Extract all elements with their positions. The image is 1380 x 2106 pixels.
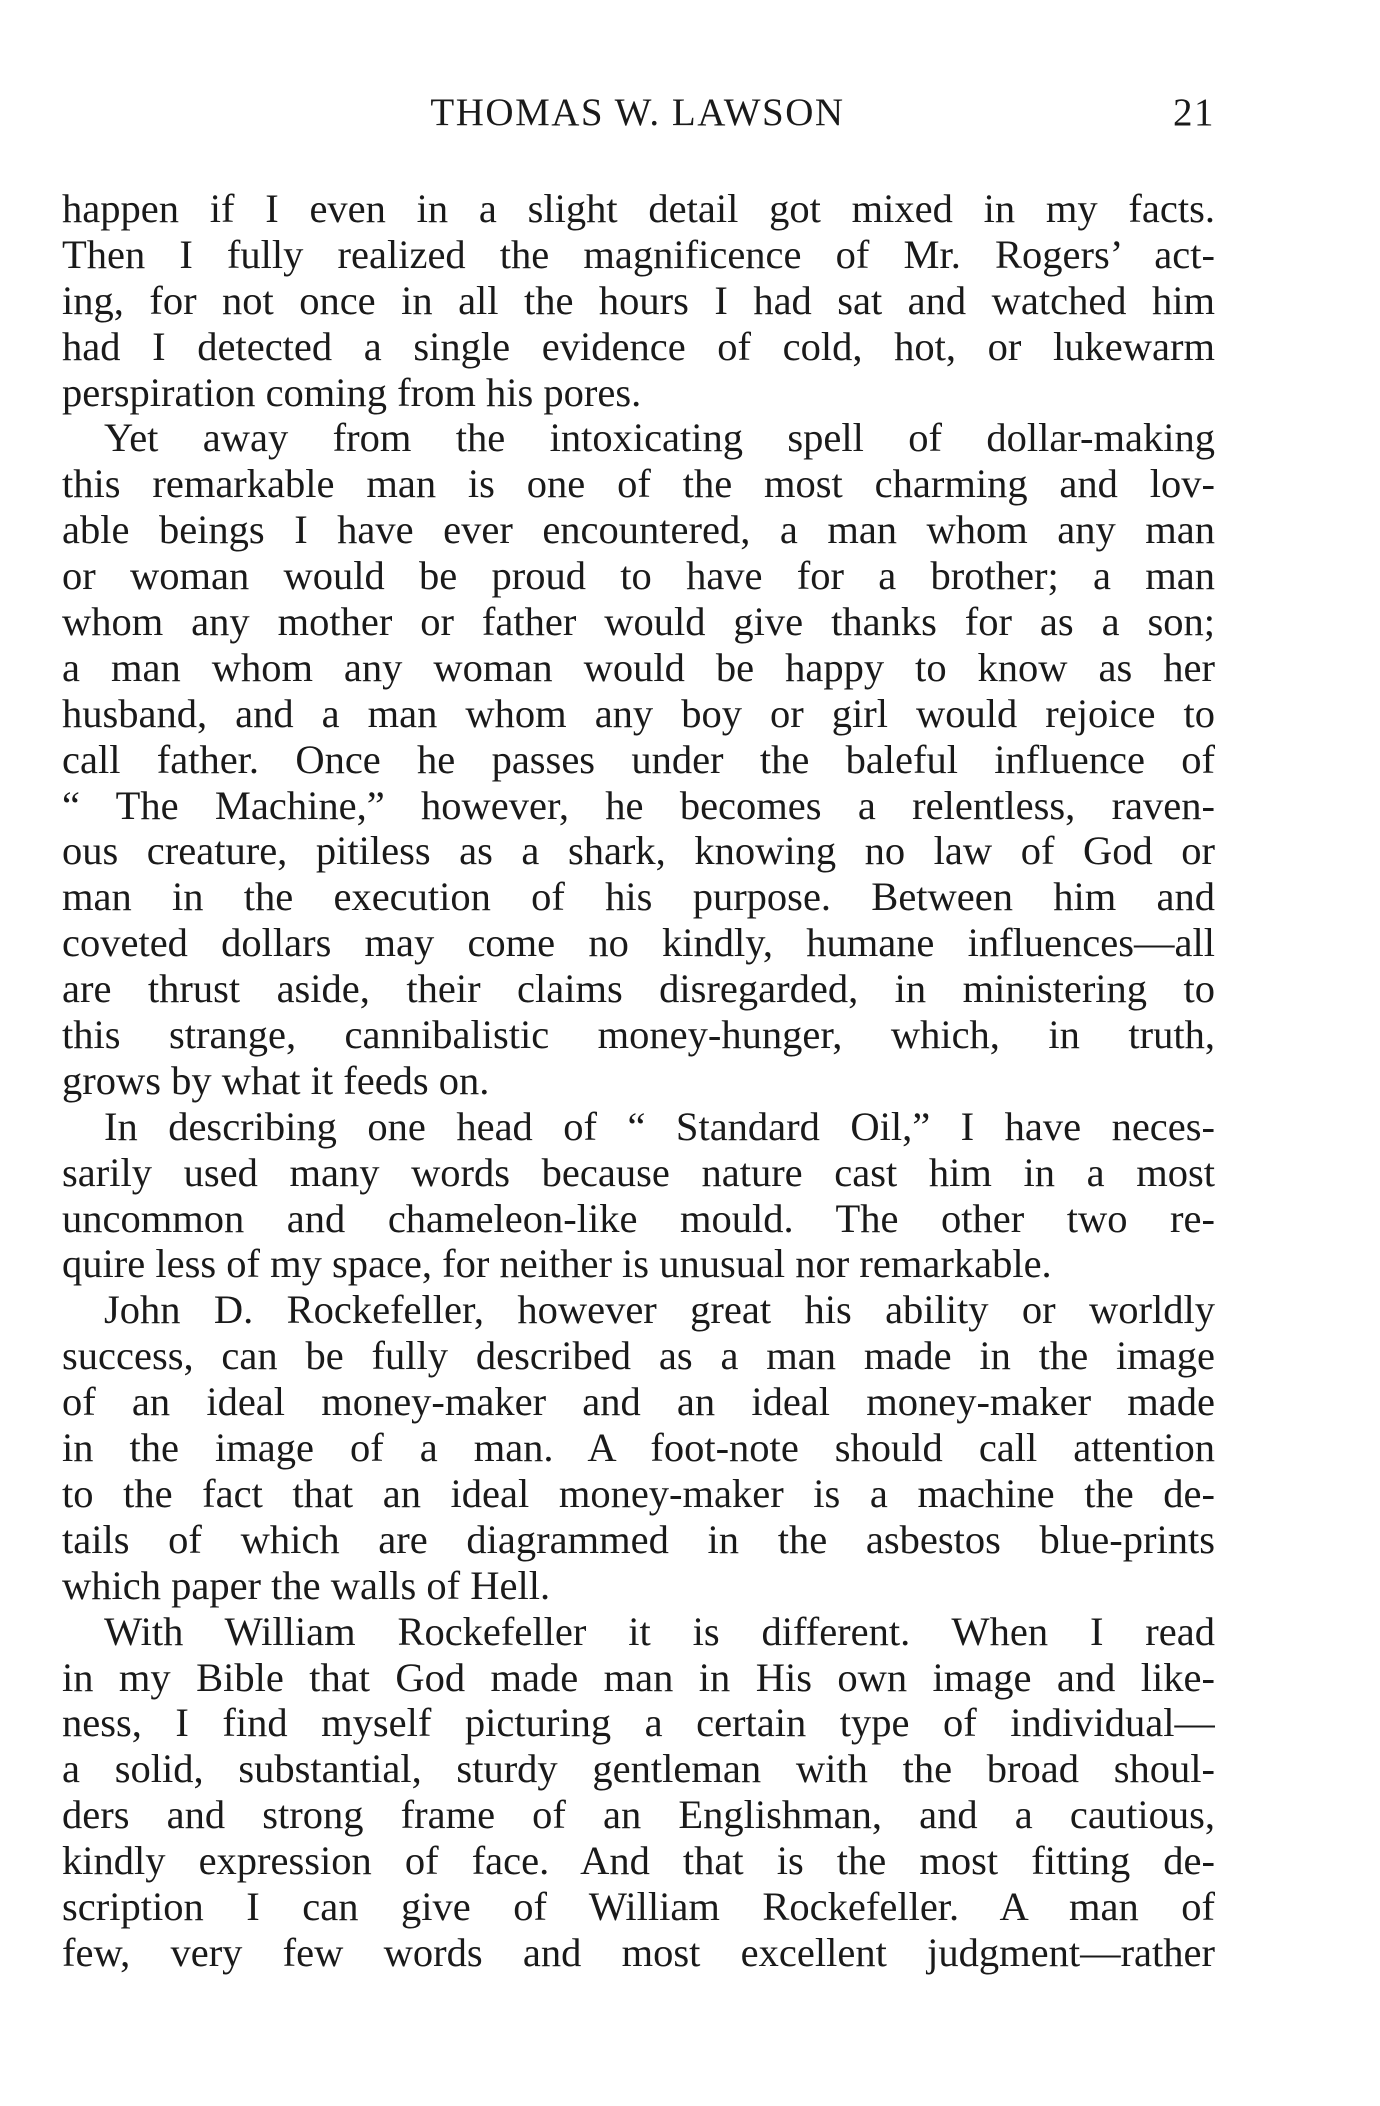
text-line: With William Rockefeller it is different. When I read xyxy=(104,1608,1215,1654)
text-line: are thrust aside, their claims disregarded, in ministering to xyxy=(62,966,1215,1012)
text-line: this strange, cannibalistic money-hunger, which, in truth, xyxy=(62,1012,1215,1058)
text-line: able beings I have ever encountered, a man whom any man xyxy=(62,507,1215,553)
text-line: Then I fully realized the magnificence of Mr. Rogers’ act- xyxy=(62,231,1215,277)
text-line: call father. Once he passes under the baleful influence of xyxy=(62,736,1215,782)
text-line: “ The Machine,” however, he becomes a relentless, raven- xyxy=(62,782,1215,828)
page-number: 21 xyxy=(1173,91,1215,134)
text-line: whom any mother or father would give thanks for as a son; xyxy=(62,599,1215,645)
text-line: ders and strong frame of an Englishman, and a cautious, xyxy=(62,1792,1215,1838)
text-line: grows by what it feeds on. xyxy=(62,1057,490,1103)
text-line: had I detected a single evidence of cold, hot, or lukewarm xyxy=(62,323,1215,369)
text-line: tails of which are diagrammed in the asbestos blue-prints xyxy=(62,1516,1215,1562)
text-line: this remarkable man is one of the most charming and lov- xyxy=(62,461,1215,507)
text-line: a solid, substantial, sturdy gentleman with the broad shoul- xyxy=(62,1746,1215,1792)
running-head xyxy=(60,90,1215,150)
text-line: kindly expression of face. And that is the most fitting de- xyxy=(62,1838,1215,1884)
body-text xyxy=(62,186,1215,1976)
text-line: In describing one head of “ Standard Oil,” I have neces- xyxy=(104,1103,1215,1149)
text-line: ous creature, pitiless as a shark, knowing no law of God or xyxy=(62,828,1215,874)
text-line: sarily used many words because nature cast him in a most xyxy=(62,1149,1215,1195)
text-line: in my Bible that God made man in His own image and like- xyxy=(62,1654,1215,1700)
text-line: quire less of my space, for neither is unusual nor remarkable. xyxy=(62,1241,1052,1287)
text-line: perspiration coming from his pores. xyxy=(62,369,642,415)
text-line: in the image of a man. A foot-note should call attention xyxy=(62,1425,1215,1471)
running-head-title: THOMAS W. LAWSON xyxy=(430,91,845,134)
text-line: of an ideal money-maker and an ideal money-maker made xyxy=(62,1379,1215,1425)
text-line: to the fact that an ideal money-maker is a machine the de- xyxy=(62,1470,1215,1516)
text-line: scription I can give of William Rockefeller. A man of xyxy=(62,1883,1215,1929)
text-line: man in the execution of his purpose. Between him and xyxy=(62,874,1215,920)
text-line: which paper the walls of Hell. xyxy=(62,1562,551,1608)
text-line: ing, for not once in all the hours I had sat and watched him xyxy=(62,277,1215,323)
text-line: or woman would be proud to have for a brother; a man xyxy=(62,553,1215,599)
text-line: happen if I even in a slight detail got mixed in my facts. xyxy=(62,186,1215,231)
text-line: John D. Rockefeller, however great his ability or worldly xyxy=(104,1287,1215,1333)
text-line: ness, I find myself picturing a certain type of individual— xyxy=(62,1700,1215,1746)
text-line: husband, and a man whom any boy or girl would rejoice to xyxy=(62,690,1215,736)
text-line: few, very few words and most excellent judgment—rather xyxy=(62,1929,1215,1975)
text-line: Yet away from the intoxicating spell of dollar-making xyxy=(104,415,1215,461)
text-line: a man whom any woman would be happy to know as her xyxy=(62,644,1215,690)
text-line: success, can be fully described as a man made in the image xyxy=(62,1333,1215,1379)
text-line: coveted dollars may come no kindly, humane influences—all xyxy=(62,920,1215,966)
text-line: uncommon and chameleon-like mould. The other two re- xyxy=(62,1195,1215,1241)
